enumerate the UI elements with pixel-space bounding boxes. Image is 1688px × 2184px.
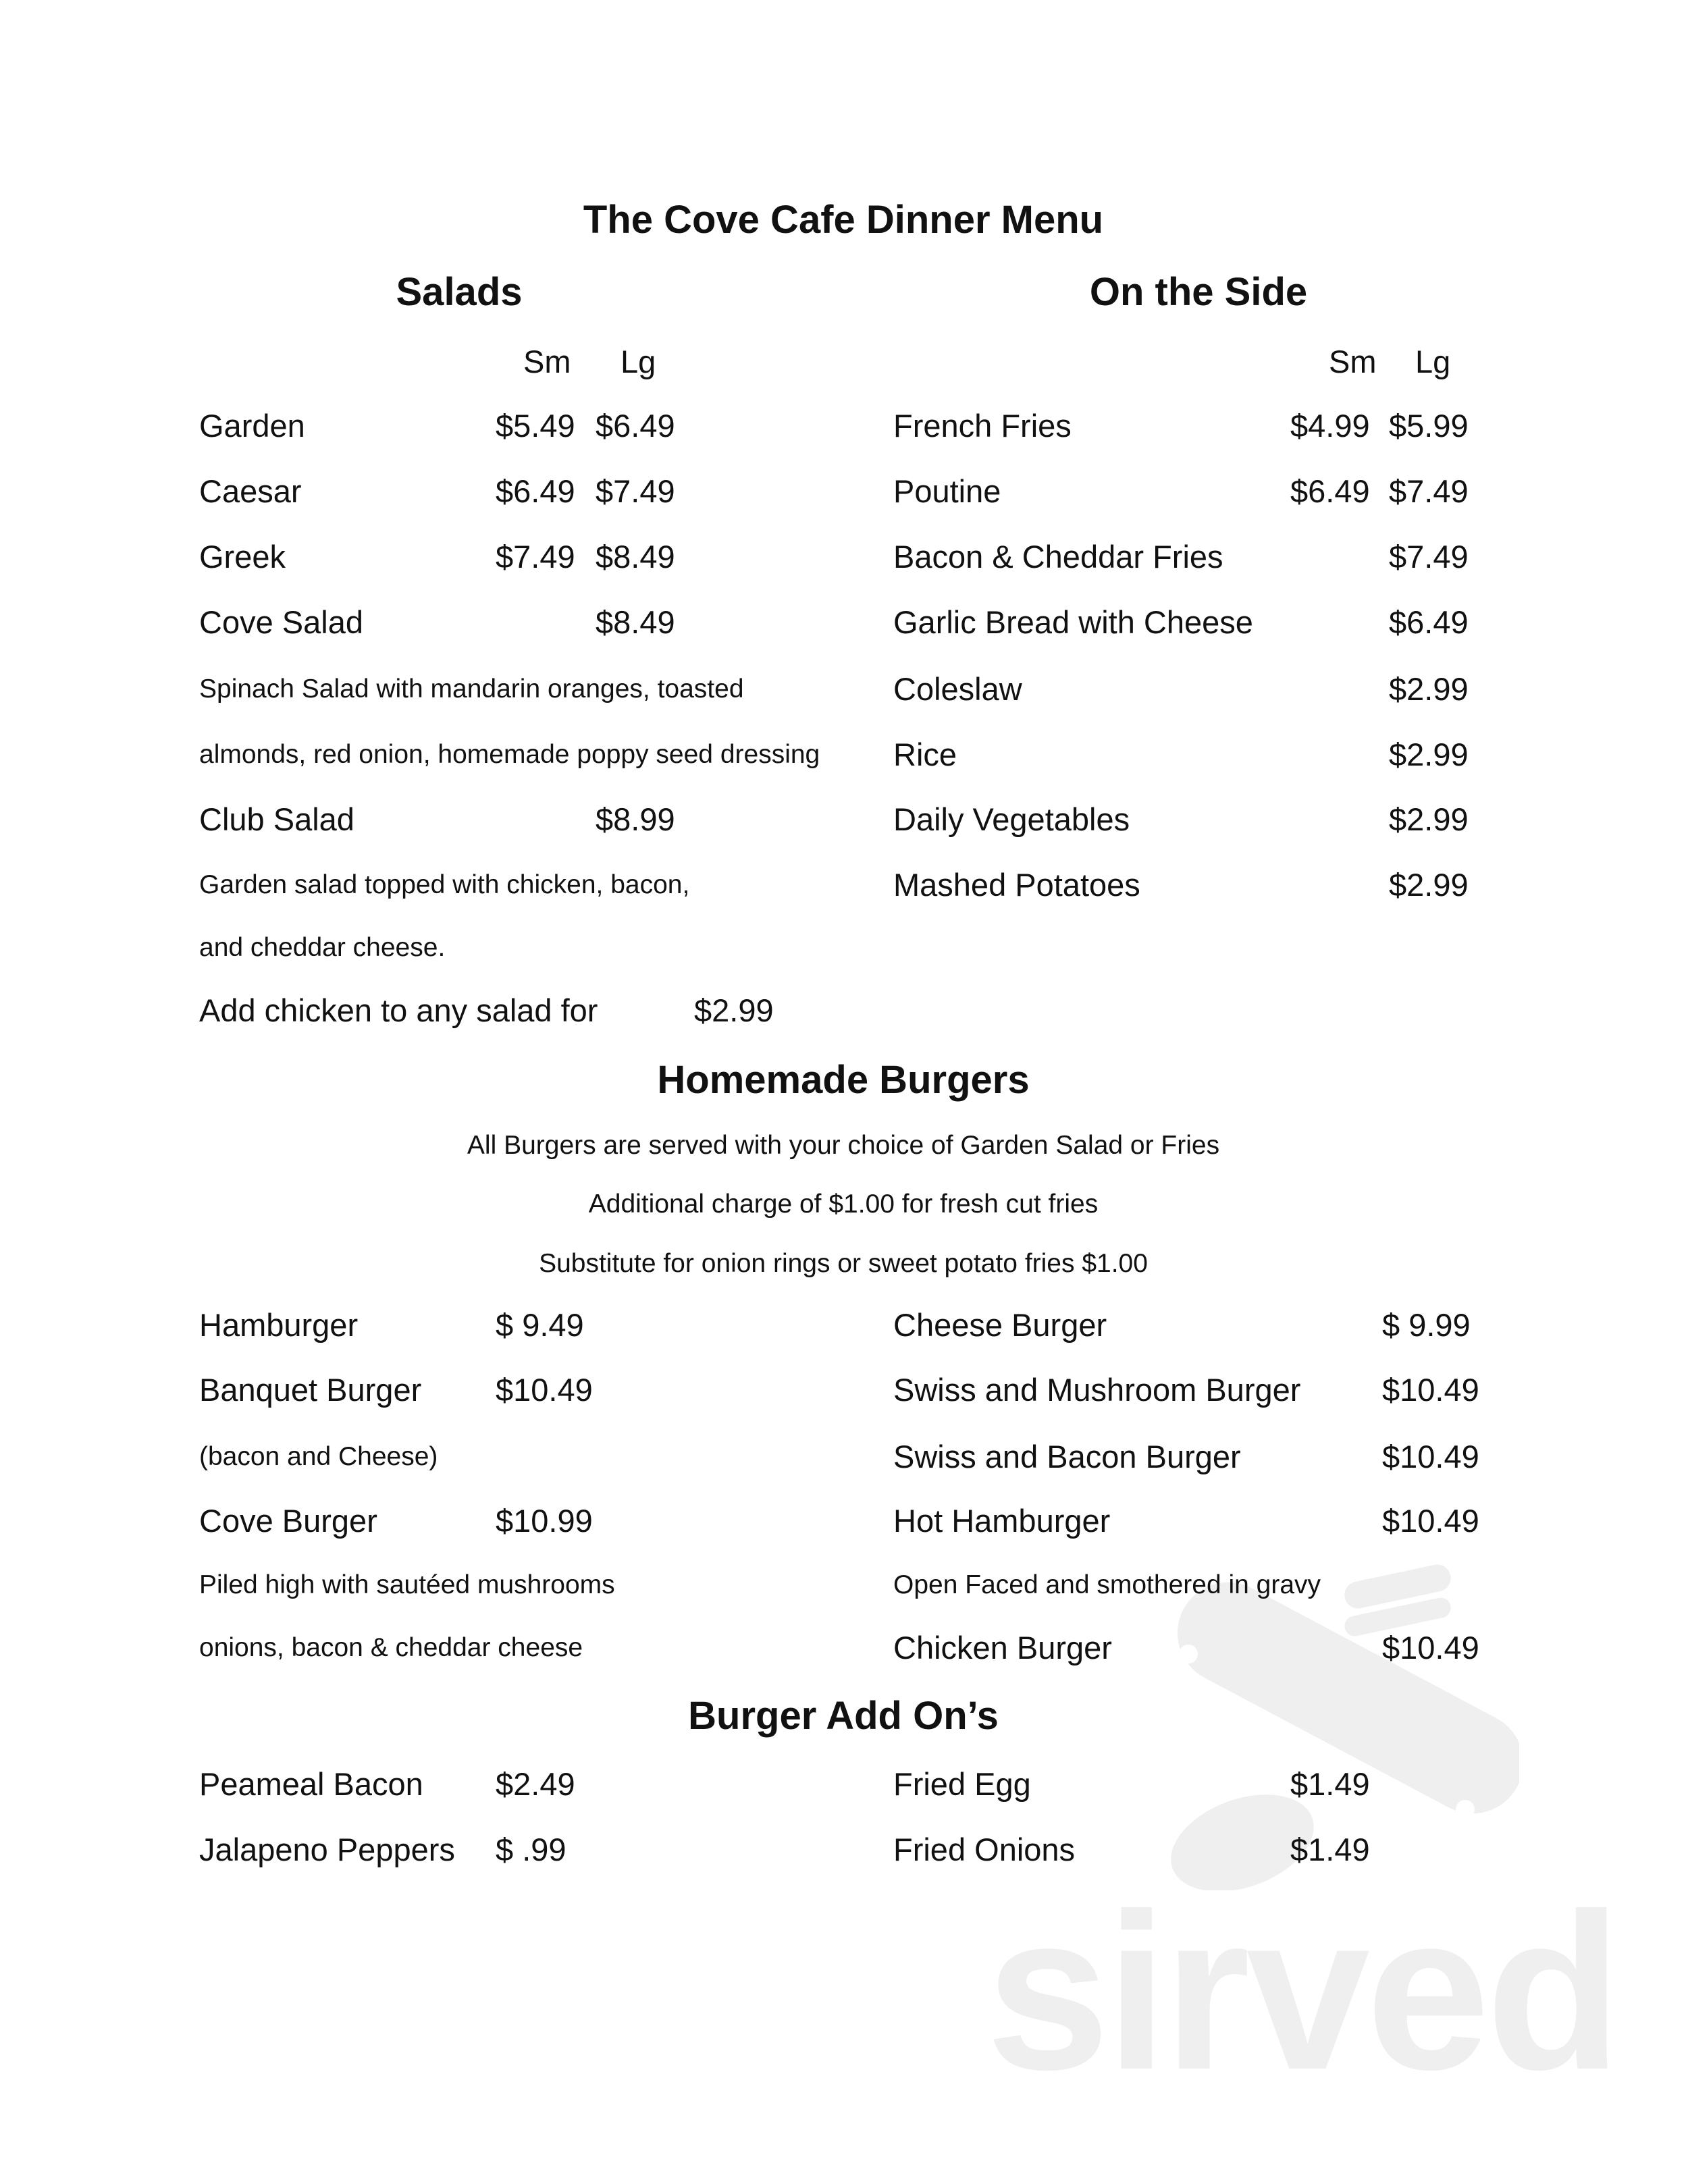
salads-sm-label: Sm: [523, 344, 571, 379]
item-price-sm: $7.49: [496, 538, 575, 575]
item-description: onions, bacon & cheddar cheese: [199, 1632, 583, 1662]
item-price-sm: $6.49: [1290, 473, 1370, 510]
item-name: Peameal Bacon: [199, 1765, 423, 1802]
item-price-lg: $6.49: [1389, 604, 1469, 640]
item-price-lg: $2.99: [1389, 801, 1469, 838]
item-name: Mashed Potatoes: [893, 867, 1140, 903]
item-price-price: $10.99: [496, 1503, 593, 1539]
item-price-sm: $6.49: [496, 473, 575, 510]
item-description: Piled high with sautéed mushrooms: [199, 1570, 615, 1599]
item-name: Bacon & Cheddar Fries: [893, 538, 1223, 575]
item-price-price: $1.49: [1290, 1831, 1370, 1867]
item-name: Rice: [893, 736, 957, 772]
add-chicken-label: Add chicken to any salad for: [199, 992, 598, 1028]
item-price-price: $10.49: [1382, 1629, 1479, 1666]
burgers-heading: Homemade Burgers: [657, 1058, 1030, 1102]
item-name: Fried Onions: [893, 1831, 1076, 1867]
item-name: Chicken Burger: [893, 1629, 1112, 1666]
item-description: Garden salad topped with chicken, bacon,: [199, 870, 690, 900]
item-price-lg: $7.49: [1389, 538, 1469, 575]
item-price-price: $1.49: [1290, 1765, 1370, 1802]
item-description: (bacon and Cheese): [199, 1442, 438, 1472]
item-name: Greek: [199, 538, 286, 575]
item-description: and cheddar cheese.: [199, 933, 446, 963]
item-name: Club Salad: [199, 801, 354, 838]
add-chicken-price: $2.99: [694, 992, 774, 1028]
item-name: French Fries: [893, 408, 1072, 444]
item-price-lg: $2.99: [1389, 867, 1469, 903]
item-price-lg: $5.99: [1389, 408, 1469, 444]
sides-lg-label: Lg: [1415, 344, 1451, 379]
item-price-sm: $5.49: [496, 408, 575, 444]
item-price-price: $ 9.49: [496, 1306, 584, 1343]
item-name: Jalapeno Peppers: [199, 1831, 455, 1867]
item-price-price: $10.49: [1382, 1439, 1479, 1475]
item-name: Cove Salad: [199, 604, 363, 640]
item-price-price: $10.49: [496, 1372, 593, 1408]
item-price-lg: $8.99: [596, 801, 675, 838]
item-description: Open Faced and smothered in gravy: [893, 1570, 1321, 1599]
item-price-price: $ 9.99: [1382, 1306, 1471, 1343]
addons-heading: Burger Add On’s: [688, 1694, 999, 1738]
burgers-note: Additional charge of $1.00 for fresh cut fries: [588, 1190, 1099, 1219]
item-name: Daily Vegetables: [893, 801, 1130, 838]
item-name: Banquet Burger: [199, 1372, 422, 1408]
item-price-price: $10.49: [1382, 1503, 1479, 1539]
sides-heading: On the Side: [1089, 270, 1308, 314]
burgers-note: Substitute for onion rings or sweet potato fries $1.00: [539, 1249, 1148, 1278]
item-name: Hot Hamburger: [893, 1503, 1111, 1539]
item-description: almonds, red onion, homemade poppy seed dressing: [199, 739, 820, 769]
menu-title: The Cove Cafe Dinner Menu: [583, 198, 1104, 242]
item-name: Swiss and Bacon Burger: [893, 1439, 1241, 1475]
item-name: Garden: [199, 408, 305, 444]
salads-lg-label: Lg: [621, 344, 656, 379]
burgers-note: All Burgers are served with your choice of Garden Salad or Fries: [467, 1131, 1220, 1160]
item-price-price: $ .99: [496, 1831, 566, 1867]
sirved-watermark: sirved: [986, 1867, 1618, 2116]
salads-heading: Salads: [396, 270, 523, 314]
item-price-lg: $8.49: [596, 538, 675, 575]
item-name: Cheese Burger: [893, 1306, 1107, 1343]
item-name: Coleslaw: [893, 670, 1022, 707]
item-price-sm: $4.99: [1290, 408, 1370, 444]
sides-sm-label: Sm: [1329, 344, 1377, 379]
item-name: Fried Egg: [893, 1765, 1031, 1802]
item-name: Garlic Bread with Cheese: [893, 604, 1253, 640]
item-price-lg: $7.49: [1389, 473, 1469, 510]
item-price-price: $10.49: [1382, 1372, 1479, 1408]
item-description: Spinach Salad with mandarin oranges, toasted: [199, 674, 744, 703]
item-name: Cove Burger: [199, 1503, 377, 1539]
item-price-price: $2.49: [496, 1765, 575, 1802]
item-name: Caesar: [199, 473, 302, 510]
item-price-lg: $8.49: [596, 604, 675, 640]
item-name: Poutine: [893, 473, 1001, 510]
item-price-lg: $7.49: [596, 473, 675, 510]
item-price-lg: $2.99: [1389, 736, 1469, 772]
item-price-lg: $6.49: [596, 408, 675, 444]
item-price-lg: $2.99: [1389, 670, 1469, 707]
item-name: Swiss and Mushroom Burger: [893, 1372, 1301, 1408]
item-name: Hamburger: [199, 1306, 359, 1343]
